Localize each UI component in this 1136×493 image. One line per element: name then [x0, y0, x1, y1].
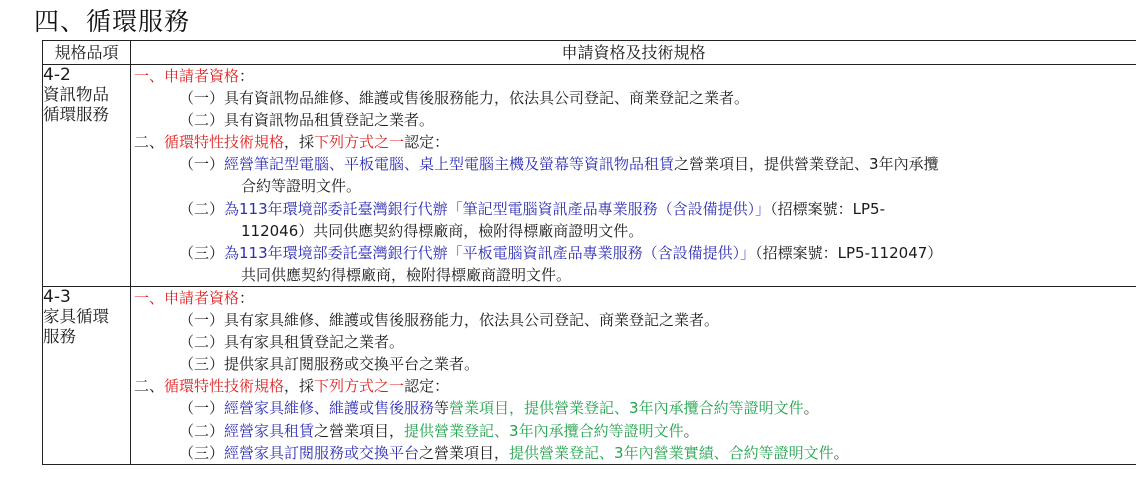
spec-line	[131, 442, 1136, 464]
spec-text: 循環特性技術規格	[164, 133, 285, 152]
spec-text: （二）	[179, 421, 225, 440]
spec-text: （一）	[179, 155, 225, 174]
spec-line	[131, 109, 1136, 131]
item-cell	[43, 65, 131, 287]
spec-text: （二）具有資訊物品租賃登記之業者。	[179, 111, 435, 130]
item-code: 4-3	[43, 286, 71, 307]
spec-text: 112046）共同供應契約得標廠商，檢附得標廠商證明文件。	[241, 221, 644, 240]
spec-text: 經營家具訂閱服務或交換平台	[224, 443, 420, 462]
spec-text: 認定：	[404, 133, 450, 152]
column-header-item: 規格品項	[43, 41, 131, 65]
spec-text: 二、	[134, 133, 165, 152]
spec-text: ，採	[284, 133, 315, 152]
spec-text: 共同供應契約得標廠商，檢附得標廠商證明文件。	[241, 265, 572, 284]
spec-text: 之營業項目，	[419, 443, 510, 462]
spec-text: 二、	[134, 377, 165, 396]
spec-text: 經營家具維修、維護或售後服務	[224, 399, 435, 418]
item-code: 4-2	[43, 65, 71, 85]
spec-line	[131, 375, 1136, 397]
spec-text: 一、申請者資格	[134, 67, 240, 85]
spec-text: 循環特性技術規格	[164, 377, 285, 396]
spec-text: （一）具有家具維修、維護或售後服務能力，依法具公司登記、商業登記之業者。	[179, 311, 720, 330]
item-name-line-2: 循環服務	[43, 105, 109, 124]
spec-text: （招標案號：LP5-112047）	[755, 243, 943, 262]
spec-text: （一）具有資訊物品維修、維護或售後服務能力，依法具公司登記、商業登記之業者。	[179, 89, 750, 108]
spec-text: ：	[239, 288, 255, 307]
spec-text: 提供營業登記、3年內承攬合約等證明文件	[404, 421, 684, 440]
spec-text: （招標案號：LP5-	[770, 199, 886, 218]
spec-text: （三）	[179, 243, 225, 262]
item-name-line-1: 資訊物品	[43, 85, 109, 104]
spec-text: 等	[434, 399, 450, 418]
item-name-line-2: 服務	[43, 326, 76, 346]
spec-cell	[131, 286, 1136, 464]
column-header-spec: 申請資格及技術規格	[131, 41, 1136, 65]
spec-text: （三）	[179, 443, 225, 462]
spec-text: ，採	[284, 377, 315, 396]
spec-text: 經營筆記型電腦、平板電腦、桌上型電腦主機及螢幕等資訊物品租賃	[224, 155, 675, 174]
spec-text: 為113年環境部委託臺灣銀行代辦「筆記型電腦資訊產品專業服務（含設備提供）」	[224, 199, 771, 218]
table-row	[43, 65, 1136, 287]
spec-line	[131, 220, 1136, 242]
spec-line	[131, 264, 1136, 286]
spec-line	[131, 353, 1136, 375]
spec-line	[131, 309, 1136, 331]
spec-text: 下列方式之一	[314, 133, 405, 152]
spec-text: 之營業項目，	[314, 421, 405, 440]
spec-line	[131, 87, 1136, 109]
section-heading: 四、循環服務	[34, 7, 191, 36]
spec-text: 下列方式之一	[314, 377, 405, 396]
spec-line	[131, 198, 1136, 220]
spec-text: 。	[683, 421, 699, 440]
spec-line	[131, 420, 1136, 442]
spec-line	[131, 131, 1136, 153]
spec-line	[131, 331, 1136, 353]
spec-text: 之營業項目，提供營業登記、3年內承攬	[674, 155, 939, 174]
spec-text: 。	[833, 443, 849, 462]
spec-line	[131, 397, 1136, 419]
spec-text: 認定：	[404, 377, 450, 396]
spec-line	[131, 242, 1136, 264]
item-name-line-1: 家具循環	[43, 306, 109, 326]
spec-table	[42, 40, 1136, 465]
spec-text: （三）提供家具訂閱服務或交換平台之業者。	[179, 355, 480, 374]
spec-text: 合約等證明文件。	[241, 177, 362, 196]
table-header-row	[43, 41, 1136, 65]
spec-line	[131, 287, 1136, 309]
spec-text: （二）	[179, 199, 225, 218]
spec-line	[131, 65, 1136, 87]
table-row	[43, 286, 1136, 464]
spec-text: （一）	[179, 399, 225, 418]
spec-text: 為113年環境部委託臺灣銀行代辦「平板電腦資訊產品專業服務（含設備提供）」	[224, 243, 756, 262]
spec-text: （二）具有家具租賃登記之業者。	[179, 333, 405, 352]
spec-text: 提供營業登記、3年內營業實績、合約等證明文件	[509, 443, 834, 462]
spec-text: ：	[239, 67, 255, 85]
spec-line	[131, 153, 1136, 175]
spec-text: 營業項目，提供營業登記、3年內承攬合約等證明文件	[449, 399, 804, 418]
item-cell	[43, 286, 131, 464]
spec-text: 經營家具租賃	[224, 421, 315, 440]
spec-text: 。	[803, 399, 819, 418]
spec-line	[131, 175, 1136, 197]
spec-cell	[131, 65, 1136, 287]
spec-text: 一、申請者資格	[134, 288, 240, 307]
